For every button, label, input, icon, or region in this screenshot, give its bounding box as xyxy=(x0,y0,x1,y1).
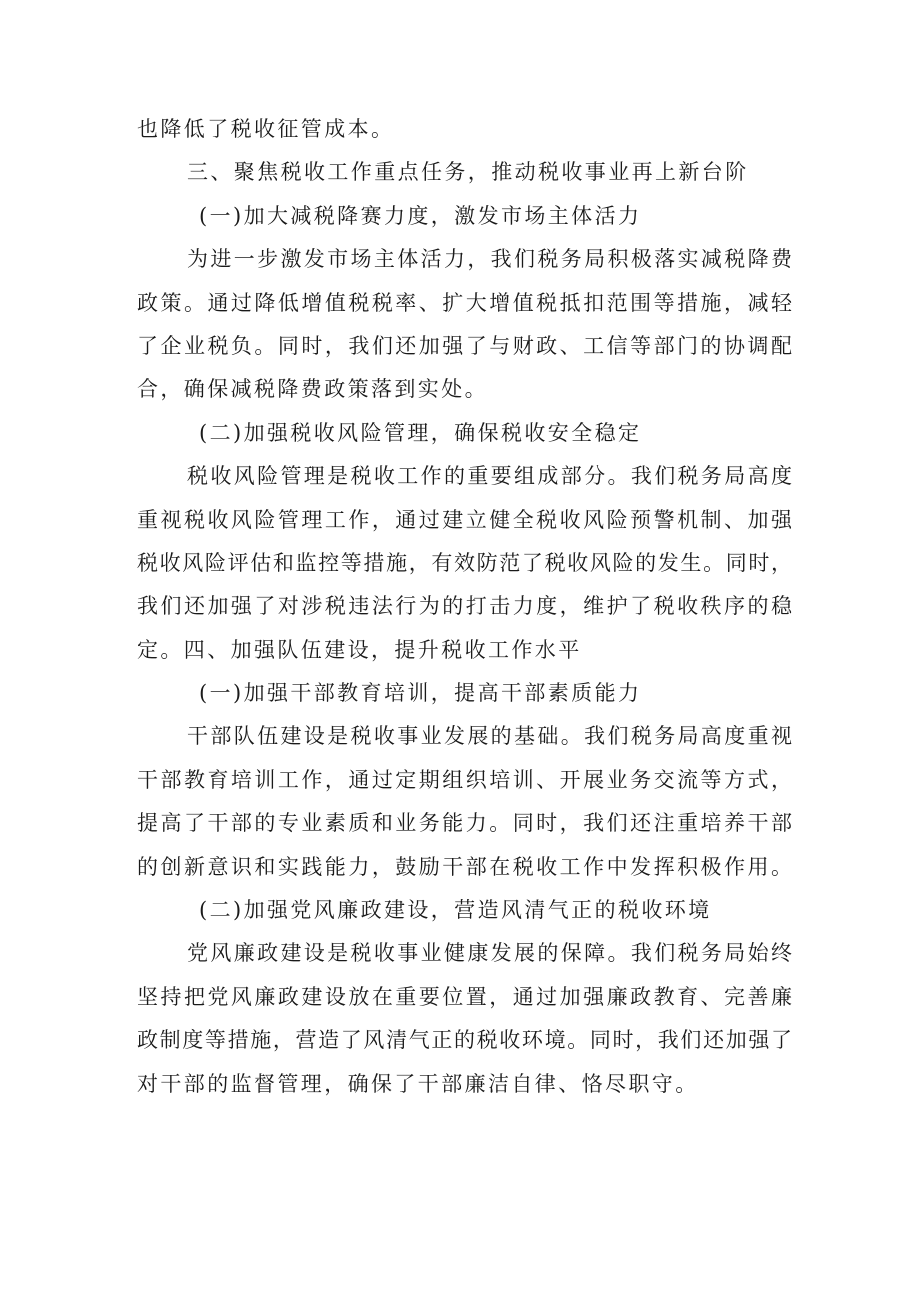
paragraph-line: 定。四、加强队伍建设，提升税收工作水平 xyxy=(137,637,582,662)
paragraph-line: 重视税收风险管理工作，通过建立健全税收风险预警机制、加强 xyxy=(137,507,792,532)
paragraph-line: 为进一步激发市场主体活力，我们税务局积极落实减税降费 xyxy=(187,247,792,272)
paragraph-line: 了企业税负。同时，我们还加强了与财政、工信等部门的协调配 xyxy=(137,333,792,358)
section-heading: 三、聚焦税收工作重点任务，推动税收事业再上新台阶 xyxy=(187,160,749,185)
paragraph-line: 提高了干部的专业素质和业务能力。同时，我们还注重培养干部 xyxy=(137,811,792,836)
paragraph-line: 税收风险管理是税收工作的重要组成部分。我们税务局高度 xyxy=(187,464,792,489)
paragraph-line: 对干部的监督管理，确保了干部廉洁自律、恪尽职守。 xyxy=(137,1071,699,1096)
document-body xyxy=(137,108,792,1106)
subsection-heading: (二)加强党风廉政建设，营造风清气正的税收环境 xyxy=(199,898,712,923)
paragraph-line: 党风廉政建设是税收事业健康发展的保障。我们税务局始终 xyxy=(187,941,792,966)
paragraph-line: 坚持把党风廉政建设放在重要位置，通过加强廉政教育、完善廉 xyxy=(137,984,792,1009)
paragraph-line: 税收风险评估和监控等措施，有效防范了税收风险的发生。同时， xyxy=(137,550,792,575)
subsection-heading: (一)加强干部教育培训，提高干部素质能力 xyxy=(199,681,642,706)
paragraph-line: 干部队伍建设是税收事业发展的基础。我们税务局高度重视 xyxy=(187,724,792,749)
subsection-heading: (一)加大减税降赛力度，激发市场主体活力 xyxy=(199,203,642,228)
paragraph-line: 政策。通过降低增值税税率、扩大增值税抵扣范围等措施，减轻 xyxy=(137,290,792,315)
paragraph-line: 的创新意识和实践能力，鼓励干部在税收工作中发挥积极作用。 xyxy=(137,854,792,879)
subsection-heading: (二)加强税收风险管理，确保税收安全稳定 xyxy=(199,420,642,445)
paragraph-line: 也降低了税收征管成本。 xyxy=(137,117,395,141)
paragraph-line: 我们还加强了对涉税违法行为的打击力度，维护了税收秩序的稳 xyxy=(137,594,792,619)
paragraph-line: 合，确保减税降费政策落到实处。 xyxy=(137,377,488,402)
paragraph-line: 干部教育培训工作，通过定期组织培训、开展业务交流等方式， xyxy=(137,767,792,792)
paragraph-line: 政制度等措施，营造了风清气正的税收环境。同时，我们还加强了 xyxy=(137,1028,792,1053)
